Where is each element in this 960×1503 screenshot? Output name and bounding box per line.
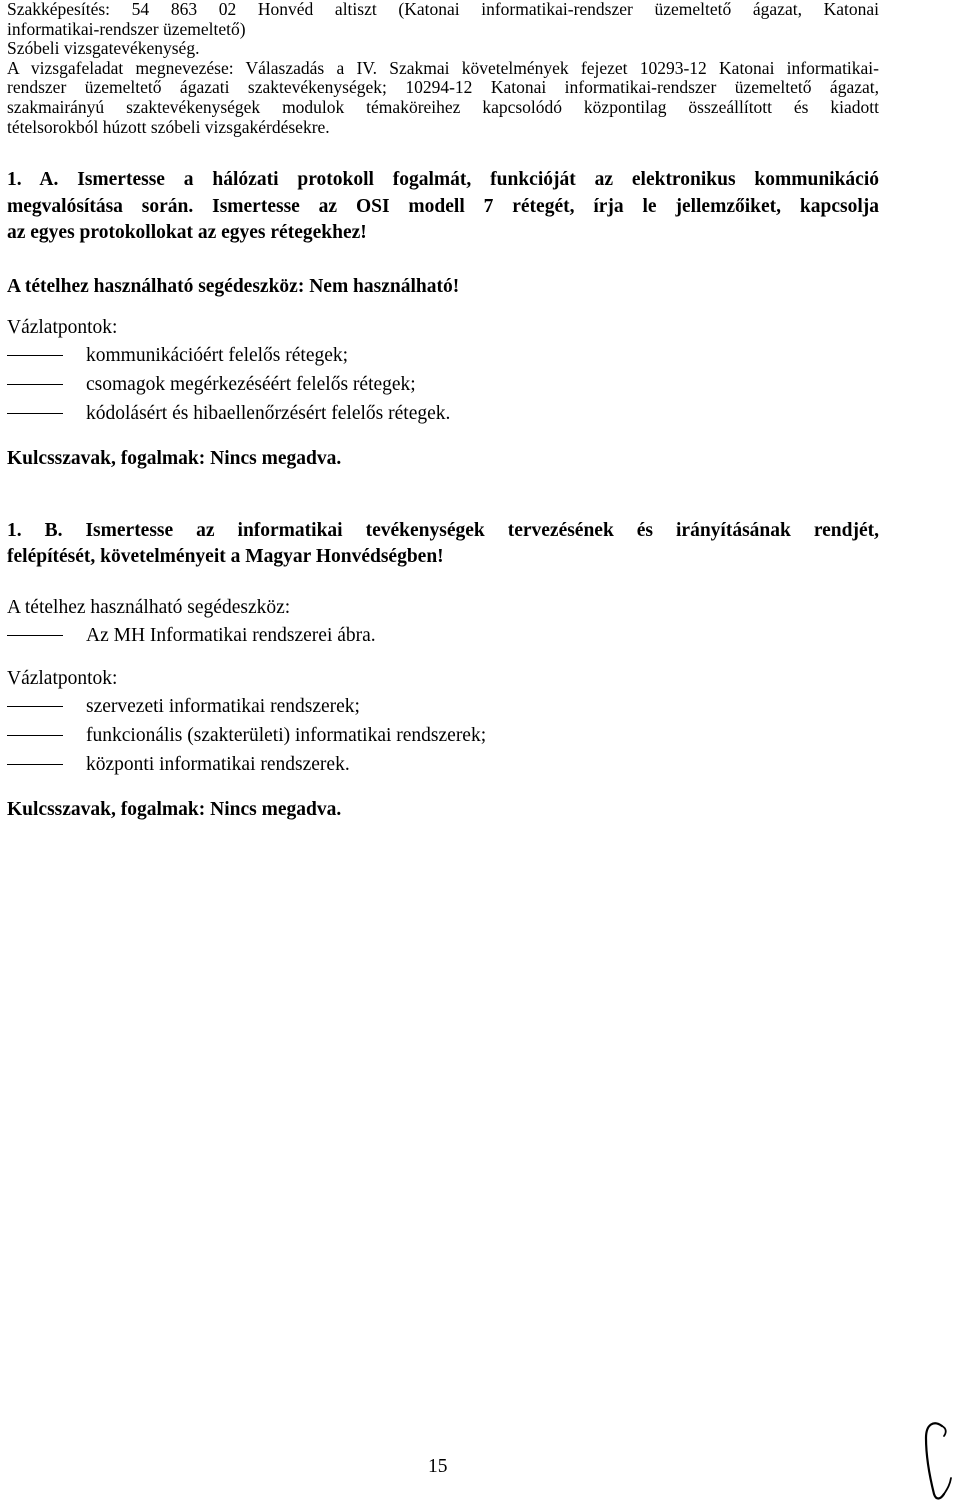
keywords-label-1a: Kulcsszavak, fogalmak: Nincs megadva. [7, 447, 342, 469]
list-item [7, 370, 879, 399]
question-line: 1. B. Ismertesse az informatikai tevékenységek tervezésének és irányításának rendjét, [7, 519, 879, 541]
header-line: szakmairányú szaktevékenységek modulok témaköreihez kapcsolódó központilag összeállított és kiadott [7, 96, 879, 117]
header-line: Szakképesítés: 54 863 02 Honvéd altiszt (Katonai informatikai-rendszer üzemeltető ágazat, Katonai [7, 0, 879, 19]
question-line: felépítését, követelményeit a Magyar Honvédségben! [7, 546, 444, 568]
document-header [7, 0, 879, 137]
header-line: rendszer üzemeltető ágazati szaktevékenységek; 10294-12 Katonai informatikai-rendszer üzemeltető ágazat, [7, 77, 879, 98]
list-item [7, 621, 879, 650]
dash-bullet-icon [7, 355, 63, 357]
list-item [7, 399, 879, 428]
document-page [7, 0, 879, 823]
question-1a [7, 167, 879, 247]
question-1b [7, 518, 879, 571]
list-item [7, 692, 879, 721]
list-item [7, 721, 879, 750]
dash-bullet-icon [7, 413, 63, 415]
outline-list-1a [7, 341, 879, 428]
list-item-text: szervezeti informatikai rendszerek; [86, 695, 360, 717]
header-line: informatikai-rendszer üzemeltető) [7, 18, 246, 39]
signature-mark [920, 1418, 954, 1502]
question-line: megvalósítása során. Ismertesse az OSI modell 7 rétegét, írja le jellemzőiket, kapcsolja [7, 195, 879, 217]
question-line: 1. A. Ismertesse a hálózati protokoll fogalmát, funkcióját az elektronikus kommunikáció [7, 169, 879, 191]
header-line: A vizsgafeladat megnevezése: Válaszadás a IV. Szakmai követelmények fejezet 10293-12 Katonai informatikai- [7, 57, 879, 78]
list-item-text: csomagok megérkezéséért felelős rétegek; [86, 373, 416, 395]
page-number: 15 [428, 1456, 448, 1477]
list-item-text: kommunikációért felelős rétegek; [86, 344, 349, 366]
dash-bullet-icon [7, 384, 63, 386]
dash-bullet-icon [7, 706, 63, 708]
outline-label-1b: Vázlatpontok: [7, 667, 118, 689]
tool-label-1b: A tételhez használható segédeszköz: [7, 596, 291, 618]
list-item-text: Az MH Informatikai rendszerei ábra. [86, 624, 376, 646]
tool-list-1b [7, 621, 879, 650]
list-item-text: kódolásért és hibaellenőrzésért felelős rétegek. [86, 402, 451, 424]
dash-bullet-icon [7, 764, 63, 766]
outline-list-1b [7, 692, 879, 779]
list-item-text: központi informatikai rendszerek. [86, 753, 350, 775]
keywords-label-1b: Kulcsszavak, fogalmak: Nincs megadva. [7, 798, 342, 820]
header-line: tételsorokból húzott szóbeli vizsgakérdésekre. [7, 116, 330, 137]
list-item-text: funkcionális (szakterületi) informatikai rendszerek; [86, 724, 487, 746]
question-line: az egyes protokollokat az egyes rétegekhez! [7, 222, 367, 244]
tool-label-1a: A tételhez használható segédeszköz: Nem használható! [7, 275, 460, 297]
list-item [7, 750, 879, 779]
outline-label-1a: Vázlatpontok: [7, 316, 118, 338]
dash-bullet-icon [7, 635, 63, 637]
dash-bullet-icon [7, 735, 63, 737]
header-line: Szóbeli vizsgatevékenység. [7, 38, 200, 59]
list-item [7, 341, 879, 370]
